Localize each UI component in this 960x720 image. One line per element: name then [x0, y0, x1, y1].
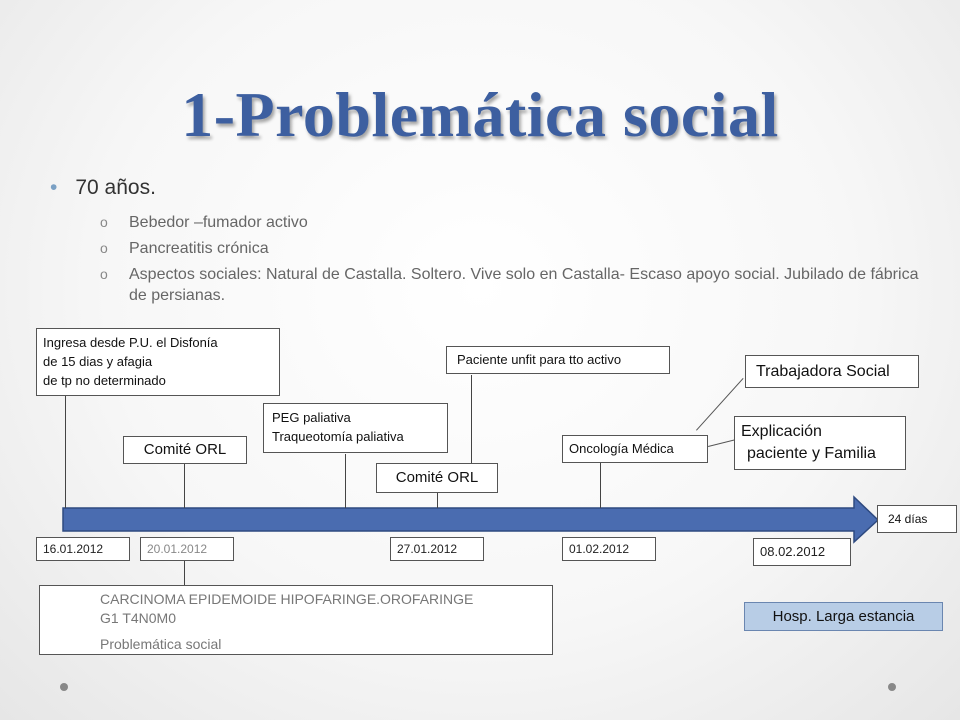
box-explicacion: Explicación paciente y Familia — [734, 416, 906, 470]
date-label: 20.01.2012 — [140, 537, 234, 561]
bullet-age — [50, 176, 156, 200]
connector-line — [184, 462, 185, 508]
connector-line — [65, 396, 66, 508]
decorative-dot-icon — [60, 683, 68, 691]
box-comite-orl-1: Comité ORL — [123, 436, 247, 464]
box-peg-paliativa: PEG paliativa Traqueotomía paliativa — [263, 403, 448, 453]
sub-marker-icon: o — [100, 214, 108, 230]
decorative-dot-icon — [888, 683, 896, 691]
sub-marker-icon: o — [100, 266, 108, 282]
box-trabajadora-social: Trabajadora Social — [745, 355, 919, 388]
connector-line — [437, 493, 438, 508]
box-24-dias: 24 días — [877, 505, 957, 533]
slide-title: 1-Problemática social — [181, 79, 779, 150]
bullet-icon: • — [50, 176, 58, 199]
connector-line — [184, 560, 185, 586]
box-oncologia-medica: Oncología Médica — [562, 435, 708, 463]
box-paciente-unfit: Paciente unfit para tto activo — [446, 346, 670, 374]
bullet-text: 70 años. — [75, 176, 156, 199]
box-hosp-larga-estancia: Hosp. Larga estancia — [744, 602, 943, 631]
box-comite-orl-2: Comité ORL — [376, 463, 498, 493]
connector-line — [600, 462, 601, 508]
connector-line — [708, 439, 737, 447]
date-label: 08.02.2012 — [753, 538, 851, 566]
box-ingresa: Ingresa desde P.U. el Disfonía de 15 dias y afagia de tp no determinado — [36, 328, 280, 396]
sub-marker-icon: o — [100, 240, 108, 256]
date-label: 16.01.2012 — [36, 537, 130, 561]
date-label: 01.02.2012 — [562, 537, 656, 561]
connector-line — [345, 454, 346, 508]
box-carcinoma: CARCINOMA EPIDEMOIDE HIPOFARINGE.OROFARINGE G1 T4N0M0 Problemática social — [39, 585, 553, 655]
connector-line — [471, 375, 472, 464]
date-label: 27.01.2012 — [390, 537, 484, 561]
